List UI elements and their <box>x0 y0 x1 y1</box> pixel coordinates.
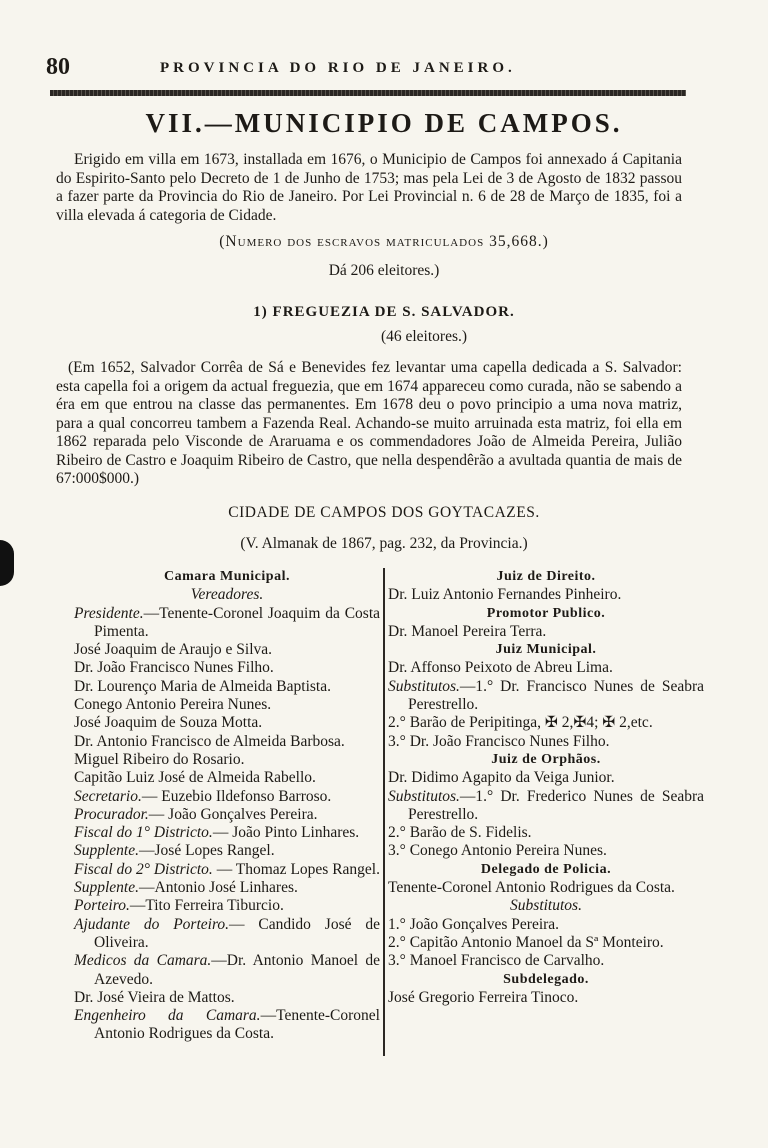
juiz-direito-name: Dr. Luiz Antonio Fernandes Pinheiro. <box>388 586 622 604</box>
list-item: Substitutos.—1.° Dr. Francisco Nunes de Seabra Perestrello. <box>388 677 704 714</box>
promotor-name: Dr. Manoel Pereira Terra. <box>388 622 547 640</box>
right-column <box>388 568 704 1007</box>
list-item: 3.° Conego Antonio Pereira Nunes. <box>388 842 607 860</box>
list-item: Dr. José Vieira de Mattos. <box>74 988 235 1006</box>
left-column <box>74 568 380 1044</box>
almanak-reference: (V. Almanak de 1867, pag. 232, da Provincia.) <box>240 535 528 552</box>
list-item: Engenheiro da Camara.—Tenente-Coronel Antonio Rodrigues da Costa. <box>74 1007 380 1043</box>
list-item: Secretario.— Euzebio Ildefonso Barroso. <box>74 787 332 805</box>
list-item: Procurador.— João Gonçalves Pereira. <box>74 805 318 823</box>
delegado-heading: Delegado de Policia. <box>480 861 612 877</box>
list-item: 2.° Capitão Antonio Manoel da Sª Monteiro. <box>388 933 664 951</box>
city-title: CIDADE DE CAMPOS DOS GOYTACAZES. <box>228 504 540 521</box>
list-item: 2.° Barão de Peripitinga, ✠ 2,✠4; ✠ 2,etc. <box>388 714 653 732</box>
parish-history: (Em 1652, Salvador Corrêa de Sá e Benevides fez levantar uma capella dedicada a S. Salvador: esta capella foi a origem da actual freguezia, que em 1674 appareceu como curada, não se sabendo a éra em que entrou na classe das permanentes. Em 1678 deu o povo principio a uma nova matriz, para a qual concorreu tambem a Fazenda Real. Achando-se muito arruinada esta matriz, foi ella em 1862 reparada pelo Visconde de Araruama e os commendadores João de Almeida Pereira, Julião Ribeiro de Castro e Joaquim Ribeiro de Castro, que nella despendêrão a avultada quantia de mais de 67:000$000.) <box>56 359 682 487</box>
parish-electors: (46 eleitores.) <box>380 328 468 345</box>
camara-heading: Camara Municipal. <box>164 569 290 584</box>
intro-paragraph: Erigido em villa em 1673, installada em 1676, o Municipio de Campos foi annexado á Capitania do Espirito-Santo pelo Decreto de 1 de Junho de 1753; mas pela Lei de 3 de Agosto de 1832 passou a fazer parte da Provincia do Rio de Janeiro. Por Lei Provincial n. 6 de 28 de Março de 1835, foi a villa elevada á categoria de Cidade. <box>56 151 682 224</box>
list-item: Fiscal do 2° Districto. — Thomaz Lopes Rangel. <box>74 860 380 878</box>
juiz-orphaos-name: Dr. Didimo Agapito da Veiga Junior. <box>388 769 615 787</box>
list-item: Ajudante do Porteiro.— Candido José de Oliveira. <box>74 915 380 951</box>
list-item: Fiscal do 1° Districto.— João Pinto Linhares. <box>74 824 360 842</box>
vereadores-heading: Vereadores. <box>190 586 264 604</box>
parish-title: 1) FREGUEZIA DE S. SALVADOR. <box>253 304 515 320</box>
delegado-name: Tenente-Coronel Antonio Rodrigues da Costa. <box>388 879 675 897</box>
subdelegado-heading: Subdelegado. <box>503 971 589 987</box>
list-item: Medicos da Camara.—Dr. Antonio Manoel de Azevedo. <box>74 952 380 988</box>
electors-line: Dá 206 eleitores.) <box>328 262 440 279</box>
margin-mark <box>0 540 14 586</box>
list-item: 3.° Manoel Francisco de Carvalho. <box>388 952 605 970</box>
list-item: Conego Antonio Pereira Nunes. <box>74 696 272 714</box>
list-item: Capitão Luiz José de Almeida Rabello. <box>74 769 316 787</box>
list-item: Miguel Ribeiro do Rosario. <box>74 750 245 768</box>
list-item: Dr. Antonio Francisco de Almeida Barbosa. <box>74 732 345 750</box>
list-item: José Joaquim de Araujo e Silva. <box>74 641 273 659</box>
page-header <box>46 52 686 82</box>
list-item: 1.° João Gonçalves Pereira. <box>388 915 560 933</box>
delegado-substitutos-heading: Substitutos. <box>510 897 582 915</box>
list-item: Substitutos.—1.° Dr. Frederico Nunes de Seabra Perestrello. <box>388 787 704 823</box>
list-item: 3.° Dr. João Francisco Nunes Filho. <box>388 732 610 750</box>
list-item: Supplente.—Antonio José Linhares. <box>74 879 298 897</box>
list-item: Supplente.—José Lopes Rangel. <box>74 842 275 860</box>
list-item: Porteiro.—Tito Ferreira Tiburcio. <box>74 897 284 915</box>
list-item: Presidente.—Tenente-Coronel Joaquim da Costa Pimenta. <box>74 604 380 640</box>
subdelegado-name: José Gregorio Ferreira Tinoco. <box>388 988 579 1006</box>
juiz-direito-heading: Juiz de Direito. <box>496 569 596 584</box>
list-item: José Joaquim de Souza Motta. <box>74 714 263 732</box>
list-item: 2.° Barão de S. Fidelis. <box>388 824 532 842</box>
header-rule <box>50 90 686 96</box>
juiz-municipal-heading: Juiz Municipal. <box>495 642 597 658</box>
juiz-municipal-name: Dr. Affonso Peixoto de Abreu Lima. <box>388 659 613 677</box>
promotor-heading: Promotor Publico. <box>486 605 606 621</box>
list-item: Dr. Lourenço Maria de Almeida Baptista. <box>74 677 331 695</box>
running-head: PROVINCIA DO RIO DE JANEIRO. <box>160 60 516 76</box>
column-divider <box>383 568 385 1056</box>
list-item: Dr. João Francisco Nunes Filho. <box>74 659 274 677</box>
chapter-title: VII.—MUNICIPIO DE CAMPOS. <box>145 108 623 138</box>
slaves-line: (Numero dos escravos matriculados 35,668.) <box>219 233 549 250</box>
page-number: 80 <box>46 54 70 80</box>
juiz-orphaos-heading: Juiz de Orphãos. <box>491 751 601 767</box>
